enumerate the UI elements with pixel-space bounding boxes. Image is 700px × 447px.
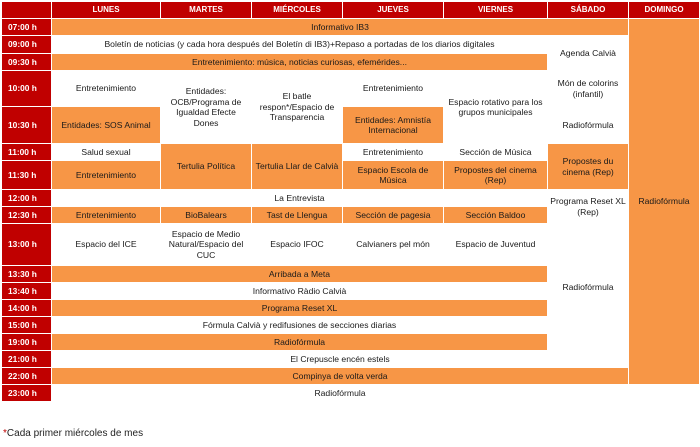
- header-viernes: VIERNES: [444, 2, 548, 19]
- time-cell: 10:30 h: [2, 107, 52, 144]
- time-cell: 15:00 h: [2, 317, 52, 334]
- corner-cell: [2, 2, 52, 19]
- program-cell: Radiofórmula: [629, 19, 700, 385]
- time-cell: 19:00 h: [2, 334, 52, 351]
- program-cell: Entretenimiento: [343, 144, 444, 161]
- program-cell: BioBalears: [161, 207, 252, 224]
- program-cell: Informativo IB3: [52, 19, 629, 36]
- program-cell: Tast de Llengua: [252, 207, 343, 224]
- time-cell: 10:00 h: [2, 71, 52, 107]
- program-cell: Radiofórmula: [548, 107, 629, 144]
- program-cell: La Entrevista: [52, 190, 548, 207]
- program-cell: Entidades: SOS Animal: [52, 107, 161, 144]
- time-cell: 09:30 h: [2, 54, 52, 71]
- program-cell: Sección de pagesia: [343, 207, 444, 224]
- time-cell: 14:00 h: [2, 300, 52, 317]
- program-cell: Radiofórmula: [52, 385, 629, 402]
- program-cell: El batle respon*/Espacio de Transparencia: [252, 71, 343, 144]
- program-cell: Món de colorins (infantil): [548, 71, 629, 107]
- program-cell: Salud sexual: [52, 144, 161, 161]
- program-cell: Entretenimiento: música, noticias curiosas, efemérides...: [52, 54, 548, 71]
- time-cell: 23:00 h: [2, 385, 52, 402]
- footnote: [3, 428, 143, 439]
- program-cell: Entretenimiento: [343, 71, 444, 107]
- program-cell: El Crepuscle encén estels: [52, 351, 629, 368]
- program-cell: Entidades: Amnistía Internacional: [343, 107, 444, 144]
- header-miercoles: MIÉRCOLES: [252, 2, 343, 19]
- program-cell: Entidades: OCB/Programa de Igualdad Efecte Dones: [161, 71, 252, 144]
- program-cell: Entretenimiento: [52, 71, 161, 107]
- header-jueves: JUEVES: [343, 2, 444, 19]
- program-cell: Propostes du cinema (Rep): [548, 144, 629, 190]
- program-cell: Arribada a Meta: [52, 266, 548, 283]
- schedule-table: [1, 1, 700, 402]
- program-cell: Calvianers pel món: [343, 224, 444, 266]
- program-cell: Entretenimiento: [52, 207, 161, 224]
- program-cell: Tertulia Llar de Calvià: [252, 144, 343, 190]
- program-cell: Propostes del cinema (Rep): [444, 161, 548, 190]
- program-cell: Espacio rotativo para los grupos municipales: [444, 71, 548, 144]
- time-cell: 22:00 h: [2, 368, 52, 385]
- program-cell: Espacio de Juventud: [444, 224, 548, 266]
- program-cell: Espacio del ICE: [52, 224, 161, 266]
- program-cell: Tertulia Política: [161, 144, 252, 190]
- time-cell: 21:00 h: [2, 351, 52, 368]
- time-cell: 12:30 h: [2, 207, 52, 224]
- program-cell: Programa Reset XL: [52, 300, 548, 317]
- header-lunes: LUNES: [52, 2, 161, 19]
- time-cell: 11:00 h: [2, 144, 52, 161]
- time-cell: 13:30 h: [2, 266, 52, 283]
- time-cell: 13:00 h: [2, 224, 52, 266]
- program-cell: Radiofórmula: [548, 224, 629, 351]
- program-cell: Compinya de volta verda: [52, 368, 629, 385]
- program-cell: Sección Baldoo: [444, 207, 548, 224]
- footnote-mark: *: [3, 428, 7, 439]
- time-cell: 13:40 h: [2, 283, 52, 300]
- program-cell: Fórmula Calvià y redifusiones de secciones diarias: [52, 317, 548, 334]
- program-cell: Informativo Ràdio Calvià: [52, 283, 548, 300]
- header-domingo: DOMINGO: [629, 2, 700, 19]
- program-cell: Radiofórmula: [52, 334, 548, 351]
- header-martes: MARTES: [161, 2, 252, 19]
- program-cell: Espacio IFOC: [252, 224, 343, 266]
- time-cell: 12:00 h: [2, 190, 52, 207]
- program-cell: Espacio de Medio Natural/Espacio del CUC: [161, 224, 252, 266]
- program-cell: Espacio Escola de Música: [343, 161, 444, 190]
- header-sabado: SÁBADO: [548, 2, 629, 19]
- program-cell: Boletín de noticias (y cada hora después del Boletín di IB3)+Repaso a portadas de los diarios digitales: [52, 36, 548, 54]
- program-cell: Sección de Música: [444, 144, 548, 161]
- time-cell: 11:30 h: [2, 161, 52, 190]
- program-cell: Programa Reset XL (Rep): [548, 190, 629, 224]
- time-cell: 07:00 h: [2, 19, 52, 36]
- footnote-text: Cada primer miércoles de mes: [6, 428, 144, 439]
- time-cell: 09:00 h: [2, 36, 52, 54]
- program-cell: Entretenimiento: [52, 161, 161, 190]
- program-cell: Agenda Calvià: [548, 36, 629, 71]
